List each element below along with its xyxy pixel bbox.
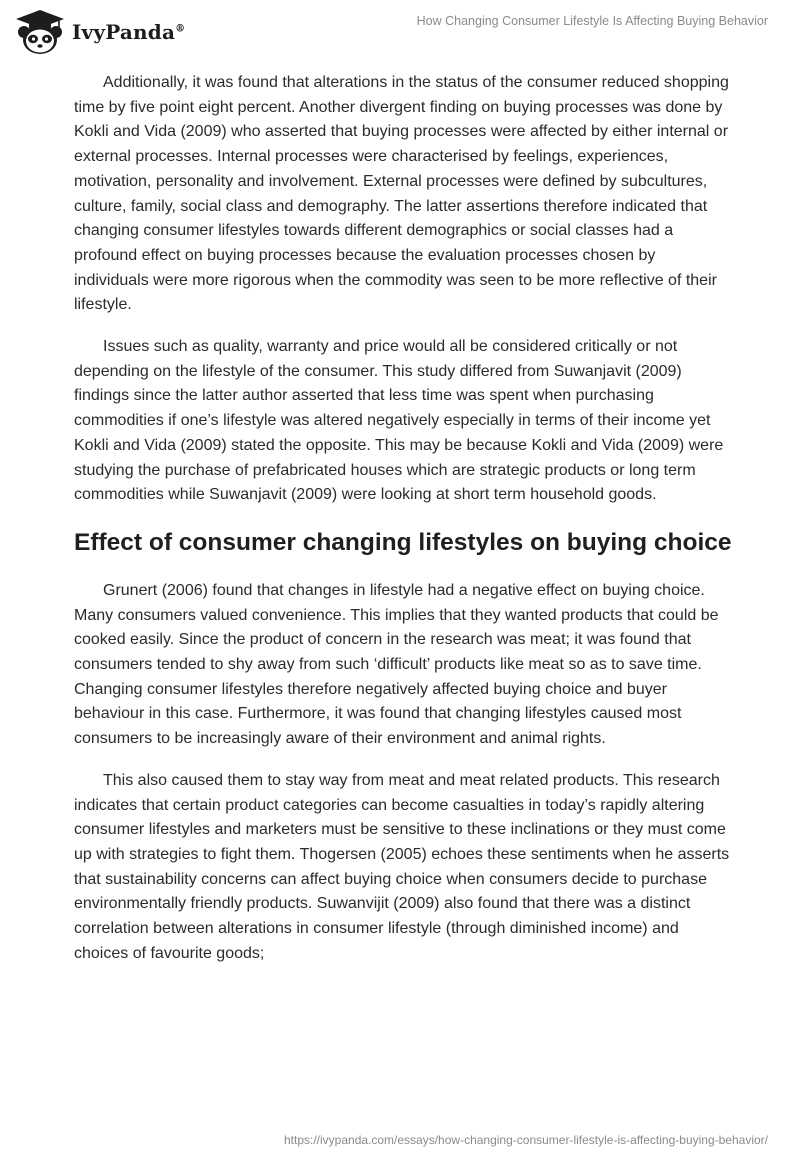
paragraph: Additionally, it was found that alterations in the status of the consumer reduced shopping time by five point eight percent. Another divergent finding on buying processes was done by Kokli and Vida (2009) who asserted that buying processes were affected by either internal or external processes. Internal processes were characterised by feelings, experiences, motivation, personality and involvement. External processes were defined by subcultures, culture, family, social class and demography. The latter assertions therefore indicated that changing consumer lifestyles towards different demographics or social classes had a profound effect on buying processes because the evaluation processes chosen by individuals were more rigorous when the commodity was seen to be more reflective of their lifestyle.: [74, 74, 729, 314]
source-url[interactable]: https://ivypanda.com/essays/how-changing-consumer-lifestyle-is-affecting-buying-behavior/: [283, 1133, 768, 1147]
brand-name: IvyPanda®: [72, 20, 186, 44]
document-title: How Changing Consumer Lifestyle Is Affecting Buying Behavior: [416, 14, 768, 28]
panda-graduate-icon: [14, 8, 66, 56]
page-header: [0, 0, 800, 70]
paragraph: Issues such as quality, warranty and price would all be considered critically or not depending on the lifestyle of the consumer. This study differed from Suwanjavit (2009) findings since the latter author asserted that less time was spent when purchasing commodities if one’s lifestyle was altered negatively especially in terms of their income yet Kokli and Vida (2009) stated the opposite. This may be because Kokli and Vida (2009) were studying the purchase of prefabricated houses which are strategic products or long term commodities while Suwanjavit (2009) were looking at short term household goods.: [74, 338, 724, 504]
paragraph: This also caused them to stay way from meat and meat related products. This research indicates that certain product categories can become casualties in today’s rapidly altering consumer lifestyles and marketers must be sensitive to these inclinations or they must come up with strategies to fight them. Thogersen (2005) echoes these sentiments when he asserts that sustainability concerns can affect buying choice when consumers decide to purchase environmentally friendly products. Suwanvijit (2009) also found that there was a distinct correlation between alterations in consumer lifestyle (through diminished income) and choices of favourite goods;: [74, 771, 730, 962]
article-body: [74, 71, 734, 984]
brand-logo[interactable]: [14, 8, 185, 56]
section-heading: Effect of consumer changing lifestyles on buying choice: [74, 528, 732, 556]
paragraph: Grunert (2006) found that changes in lifestyle had a negative effect on buying choice. Many consumers valued convenience. This implies that they wanted products that could be cooked easily. Since the product of concern in the research was meat; it was found that consumers tended to shy away from such ‘difficult’ products like meat so as to save time. Changing consumer lifestyles therefore negatively affected buying choice and buyer behaviour in this case. Furthermore, it was found that changing lifestyles caused most consumers to be increasingly aware of their environment and animal rights.: [74, 581, 719, 748]
